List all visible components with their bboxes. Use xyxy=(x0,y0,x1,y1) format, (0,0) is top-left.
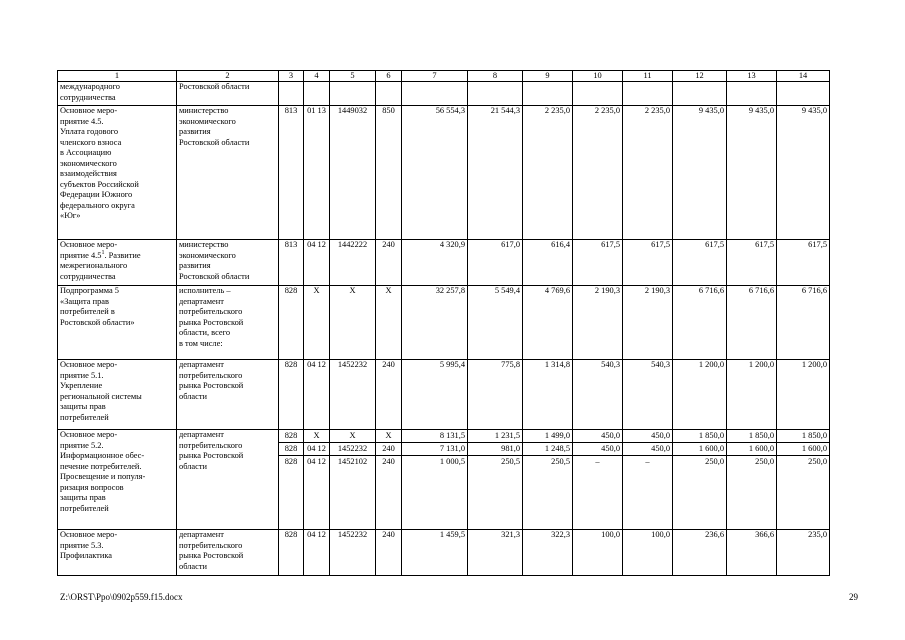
stacked-value: Х xyxy=(349,431,356,440)
table-row xyxy=(58,82,830,106)
column-header: 5 xyxy=(330,71,376,82)
stacked-value: 1 499,0 xyxy=(544,431,570,440)
column-header: 2 xyxy=(177,71,279,82)
cell-line: Основное меро- xyxy=(60,106,118,115)
stacked-value: 250,0 xyxy=(673,455,726,468)
column-header: 9 xyxy=(523,71,573,82)
vr-cell: 240 xyxy=(376,240,402,286)
value-cell xyxy=(573,430,623,530)
stacked-value: 1 850,0 xyxy=(748,431,774,440)
event-name-cell xyxy=(58,286,177,360)
value-cell: 4 769,6 xyxy=(523,286,573,360)
value-cell: 4 320,9 xyxy=(402,240,468,286)
cell-line: приятие 5.2. xyxy=(60,440,104,450)
value-cell: 6 716,6 xyxy=(777,286,830,360)
stacked-value: 828 xyxy=(284,431,298,440)
value-cell xyxy=(573,82,623,106)
value-cell: 617,5 xyxy=(727,240,777,286)
stacked-value: 1452232 xyxy=(330,442,375,455)
value-cell: 775,8 xyxy=(468,360,523,430)
cell-line: рынка Ростовской xyxy=(179,451,244,460)
cell-line: Подпрограмма 5 xyxy=(60,286,119,295)
value-cell: 21 544,3 xyxy=(468,106,523,240)
stacked-value: 1 600,0 xyxy=(673,442,726,455)
cell-line: Укрепление xyxy=(60,381,103,390)
vr-cell: 850 xyxy=(376,106,402,240)
value-cell: 6 716,6 xyxy=(727,286,777,360)
event-name-cell xyxy=(58,82,177,106)
cell-line: департамент xyxy=(179,530,224,539)
executor-cell xyxy=(177,430,279,530)
line-part: . Развитие xyxy=(104,250,141,260)
value-cell: 1 200,0 xyxy=(777,360,830,430)
stacked-value: 1 231,5 xyxy=(494,431,520,440)
column-header: 3 xyxy=(279,71,304,82)
value-cell: 2 190,3 xyxy=(623,286,673,360)
cell-line: сотрудничества xyxy=(60,271,116,281)
cell-line: «Защита прав xyxy=(60,296,109,306)
stacked-value: 450,0 xyxy=(601,431,620,440)
executor-cell xyxy=(177,240,279,286)
rzpr-cell: 01 13 xyxy=(304,106,330,240)
value-cell: 1 459,5 xyxy=(402,530,468,576)
csr-cell: 1452232 xyxy=(330,360,376,430)
value-cell xyxy=(523,82,573,106)
cell-line: Уплата годового xyxy=(60,127,119,136)
column-header: 7 xyxy=(402,71,468,82)
stacked-value: 250,0 xyxy=(727,455,776,468)
cell-line: Ростовской области xyxy=(179,82,250,91)
value-cell: 236,6 xyxy=(673,530,727,576)
executor-cell xyxy=(177,530,279,576)
value-cell: 100,0 xyxy=(573,530,623,576)
column-header: 10 xyxy=(573,71,623,82)
csr-cell: 1452232 xyxy=(330,530,376,576)
value-cell: 56 554,3 xyxy=(402,106,468,240)
rzpr-cell: 04 12 xyxy=(304,530,330,576)
stacked-value: 250,5 xyxy=(468,455,522,468)
cell-line: Ростовской области xyxy=(179,271,250,281)
value-cell: 540,3 xyxy=(623,360,673,430)
value-cell xyxy=(727,430,777,530)
value-cell: 1 200,0 xyxy=(727,360,777,430)
stacked-value: 1 600,0 xyxy=(777,442,829,455)
grbs-cell: 813 xyxy=(279,240,304,286)
value-cell xyxy=(673,82,727,106)
value-cell: 2 235,0 xyxy=(523,106,573,240)
stacked-value: 1 248,5 xyxy=(523,442,572,455)
value-cell: 617,5 xyxy=(573,240,623,286)
value-cell xyxy=(402,82,468,106)
cell-line: потребительского xyxy=(179,540,243,550)
stacked-value: 7 131,0 xyxy=(402,442,467,455)
header-row xyxy=(58,71,830,82)
csr-cell: 1449032 xyxy=(330,106,376,240)
value-cell xyxy=(468,82,523,106)
cell-line: потребителей в xyxy=(60,307,115,316)
stacked-value: 828 xyxy=(279,442,303,455)
stacked-value: 1452102 xyxy=(330,455,375,468)
grbs-cell: 828 xyxy=(279,530,304,576)
stacked-value: 250,5 xyxy=(523,455,572,468)
cell-line: департамент xyxy=(179,360,224,369)
cell-line: департамент xyxy=(179,296,224,306)
cell-line: региональной системы xyxy=(60,391,142,401)
value-cell: 5 549,4 xyxy=(468,286,523,360)
executor-cell xyxy=(177,82,279,106)
cell-line: министерство xyxy=(179,240,229,249)
column-header: 4 xyxy=(304,71,330,82)
value-cell: 540,3 xyxy=(573,360,623,430)
vr-cell xyxy=(376,430,402,530)
value-cell: 9 435,0 xyxy=(777,106,830,240)
event-name-cell xyxy=(58,360,177,430)
cell-line: Ростовской области» xyxy=(60,317,135,327)
cell-line: ризация вопросов xyxy=(60,482,124,492)
stacked-value: – xyxy=(573,455,622,468)
cell-line: развития xyxy=(179,261,211,270)
value-cell xyxy=(623,82,673,106)
cell-line: потребительского xyxy=(179,440,243,450)
column-header: 6 xyxy=(376,71,402,82)
stacked-value: 04 12 xyxy=(304,455,329,468)
stacked-value: 450,0 xyxy=(651,431,670,440)
table-row xyxy=(58,240,830,286)
event-name-cell xyxy=(58,430,177,530)
vr-cell: 240 xyxy=(376,530,402,576)
cell-line: членского взноса xyxy=(60,137,122,147)
value-cell: 100,0 xyxy=(623,530,673,576)
csr-cell: Х xyxy=(330,286,376,360)
value-cell: 9 435,0 xyxy=(673,106,727,240)
event-name-cell xyxy=(58,240,177,286)
value-cell: 617,5 xyxy=(623,240,673,286)
stacked-value: 240 xyxy=(376,455,401,468)
cell-line: субъектов Российской xyxy=(60,179,139,189)
cell-line: международного xyxy=(60,82,120,91)
line-part: приятие 4.5 xyxy=(60,250,102,260)
cell-line: департамент xyxy=(179,430,224,439)
stacked-value: 240 xyxy=(376,442,401,455)
cell-line: потребителей xyxy=(60,503,109,513)
value-cell: 2 235,0 xyxy=(573,106,623,240)
rzpr-cell: Х xyxy=(304,286,330,360)
vr-cell: 240 xyxy=(376,360,402,430)
value-cell xyxy=(468,430,523,530)
value-cell xyxy=(623,430,673,530)
value-cell: 6 716,6 xyxy=(673,286,727,360)
event-name-cell xyxy=(58,530,177,576)
stacked-value: Х xyxy=(313,431,320,440)
rzpr-cell: 04 12 xyxy=(304,240,330,286)
value-cell: 2 190,3 xyxy=(573,286,623,360)
value-cell xyxy=(523,430,573,530)
cell-line: потребительского xyxy=(179,370,243,380)
csr-cell xyxy=(330,430,376,530)
value-cell: 366,6 xyxy=(727,530,777,576)
cell-line: области, всего xyxy=(179,328,231,337)
stacked-value: 8 131,5 xyxy=(439,431,465,440)
table-row xyxy=(58,286,830,360)
value-cell: 5 995,4 xyxy=(402,360,468,430)
cell-line: «Юг» xyxy=(60,211,81,220)
cell-line: Профилактика xyxy=(60,551,112,560)
vr-cell: Х xyxy=(376,286,402,360)
table-row xyxy=(58,430,830,530)
value-cell: 9 435,0 xyxy=(727,106,777,240)
column-header: 8 xyxy=(468,71,523,82)
value-cell xyxy=(727,82,777,106)
value-cell: 235,0 xyxy=(777,530,830,576)
rzpr-cell: 04 12 xyxy=(304,360,330,430)
cell-line: области xyxy=(179,461,207,471)
csr-cell: 1442222 xyxy=(330,240,376,286)
value-cell xyxy=(402,430,468,530)
cell-line: потребителей xyxy=(60,412,109,422)
cell-line: экономического xyxy=(179,250,236,260)
stacked-value: 981,0 xyxy=(468,442,522,455)
cell-line: Основное меро- xyxy=(60,240,118,249)
rzpr-cell xyxy=(304,82,330,106)
value-cell: 1 200,0 xyxy=(673,360,727,430)
cell-line: защиты прав xyxy=(60,493,106,502)
cell-line: рынка Ростовской xyxy=(179,551,244,560)
cell-line: области xyxy=(179,561,207,571)
value-cell xyxy=(777,82,830,106)
cell-line: исполнитель – xyxy=(179,286,231,295)
grbs-cell xyxy=(279,430,304,530)
cell-line: Просвещение и популя- xyxy=(60,472,146,481)
cell-line: рынка Ростовской xyxy=(179,381,244,390)
cell-line: Информационное обес- xyxy=(60,451,145,460)
cell-line: федерального округа xyxy=(60,200,135,210)
cell-line: Основное меро- xyxy=(60,530,118,539)
cell-line: приятие 5.1. xyxy=(60,370,104,380)
cell-line: потребительского xyxy=(179,307,243,316)
grbs-cell: 828 xyxy=(279,360,304,430)
column-header: 12 xyxy=(673,71,727,82)
grbs-cell: 813 xyxy=(279,106,304,240)
cell-line: области xyxy=(179,391,207,401)
stacked-value: 450,0 xyxy=(623,442,672,455)
stacked-value: 04 12 xyxy=(304,442,329,455)
event-name-cell xyxy=(58,106,177,240)
executor-cell xyxy=(177,106,279,240)
grbs-cell: 828 xyxy=(279,286,304,360)
value-cell xyxy=(777,430,830,530)
stacked-value: 828 xyxy=(279,455,303,468)
value-cell: 322,3 xyxy=(523,530,573,576)
cell-line: рынка Ростовской xyxy=(179,317,244,327)
stacked-value: 250,0 xyxy=(777,455,829,468)
value-cell: 32 257,8 xyxy=(402,286,468,360)
cell-line: приятие 5.3. xyxy=(60,540,104,550)
grbs-cell xyxy=(279,82,304,106)
value-cell: 617,5 xyxy=(673,240,727,286)
stacked-value: 1 000,5 xyxy=(402,455,467,468)
column-header: 13 xyxy=(727,71,777,82)
table-row xyxy=(58,530,830,576)
column-header: 1 xyxy=(58,71,177,82)
cell-line: приятие 4.5. xyxy=(60,116,104,126)
page-number: 29 xyxy=(849,592,858,602)
value-cell: 2 235,0 xyxy=(623,106,673,240)
table-row xyxy=(58,360,830,430)
cell-line: Федерации Южного xyxy=(60,190,133,199)
cell-line: Основное меро- xyxy=(60,430,118,439)
cell-line xyxy=(60,251,174,262)
stacked-value: 1 850,0 xyxy=(698,431,724,440)
cell-line: в Ассоциацию xyxy=(60,148,112,157)
rzpr-cell xyxy=(304,430,330,530)
superscript: 1 xyxy=(101,249,105,256)
cell-line: экономического xyxy=(60,158,117,168)
stacked-value: Х xyxy=(385,431,392,440)
stacked-value: 1 850,0 xyxy=(801,431,827,440)
vr-cell xyxy=(376,82,402,106)
column-header: 14 xyxy=(777,71,830,82)
table-row xyxy=(58,106,830,240)
stacked-value: 1 600,0 xyxy=(727,442,776,455)
cell-line: Основное меро- xyxy=(60,360,118,369)
cell-line: сотрудничества xyxy=(60,92,116,102)
executor-cell xyxy=(177,286,279,360)
cell-line: в том числе: xyxy=(179,338,223,348)
cell-line: Ростовской области xyxy=(179,137,250,147)
cell-line: министерство xyxy=(179,106,229,115)
csr-cell xyxy=(330,82,376,106)
stacked-value: 450,0 xyxy=(573,442,622,455)
cell-line: межрегионального xyxy=(60,261,128,270)
value-cell: 321,3 xyxy=(468,530,523,576)
value-cell: 617,0 xyxy=(468,240,523,286)
cell-line: экономического xyxy=(179,116,236,126)
stacked-value: – xyxy=(623,455,672,468)
file-path: Z:\ORST\Ppo\0902p559.f15.docx xyxy=(60,592,183,602)
column-header: 11 xyxy=(623,71,673,82)
value-cell: 1 314,8 xyxy=(523,360,573,430)
cell-line: печение потребителей. xyxy=(60,461,142,471)
value-cell xyxy=(673,430,727,530)
cell-line: взаимодействия xyxy=(60,169,117,178)
cell-line: защиты прав xyxy=(60,402,106,411)
cell-line: развития xyxy=(179,127,211,136)
executor-cell xyxy=(177,360,279,430)
value-cell: 616,4 xyxy=(523,240,573,286)
value-cell: 617,5 xyxy=(777,240,830,286)
budget-table xyxy=(57,70,830,576)
